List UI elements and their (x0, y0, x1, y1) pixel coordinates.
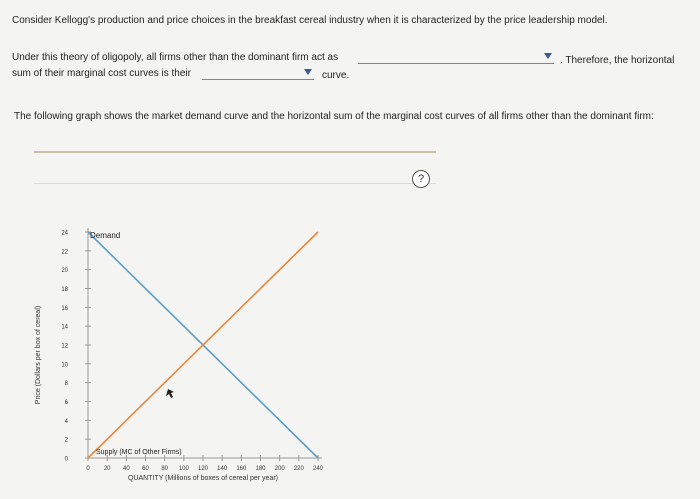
x-tick-label: 140 (217, 466, 228, 472)
y-tick-label: 12 (61, 343, 68, 350)
x-tick-label: 20 (103, 466, 111, 472)
x-tick-label: 80 (161, 466, 169, 472)
intro-text: Consider Kellogg's production and price choices in the breakfast cereal industry when it is characterized by the price leadership model. (12, 15, 608, 26)
x-tick-label: 40 (122, 466, 130, 472)
help-icon[interactable]: ? (412, 170, 430, 188)
x-tick-label: 0 (86, 466, 90, 472)
x-tick-label: 60 (142, 466, 149, 472)
question-part2: sum of their marginal cost curves is their (12, 68, 191, 79)
x-tick-label: 200 (274, 466, 285, 472)
x-tick-label: 240 (312, 466, 324, 472)
y-tick-label: 8 (64, 381, 68, 388)
y-tick-label: 14 (61, 324, 68, 331)
demand-label: Demand (90, 231, 121, 240)
x-tick-label: 180 (255, 466, 266, 472)
y-tick-label: 10 (61, 362, 68, 369)
question-part1: Under this theory of oligopoly, all firms other than the dominant firm act as (12, 52, 339, 63)
question-after-dropdown2: curve. (322, 70, 350, 81)
x-tick-label: 120 (197, 466, 209, 472)
y-tick-label: 24 (61, 230, 68, 237)
y-tick-label: 4 (64, 418, 68, 425)
y-axis-label: Price (Dollars per box of cereal) (35, 305, 42, 405)
graph-intro-text: The following graph shows the market demand curve and the horizontal sum of the marginal cost curves of all firms other than the dominant firm: (14, 111, 654, 122)
x-tick-label: 100 (178, 466, 189, 472)
x-tick-label: 220 (293, 466, 304, 472)
x-axis-label: QUANTITY (Millions of boxes of cereal per year) (127, 475, 279, 482)
x-tick-label: 160 (236, 466, 247, 472)
y-tick-label: 6 (64, 400, 68, 406)
y-tick-label: 2 (64, 437, 68, 444)
y-tick-label: 16 (61, 305, 68, 312)
y-tick-label: 18 (61, 287, 68, 293)
cursor-pointer-icon (166, 389, 174, 398)
supply-label: Supply (MC of Other Firms) (96, 449, 182, 456)
y-tick-label: 0 (64, 456, 68, 463)
y-tick-label: 20 (61, 268, 68, 275)
question-after-dropdown1: . Therefore, the horizontal (560, 55, 675, 66)
y-tick-label: 22 (61, 249, 68, 256)
